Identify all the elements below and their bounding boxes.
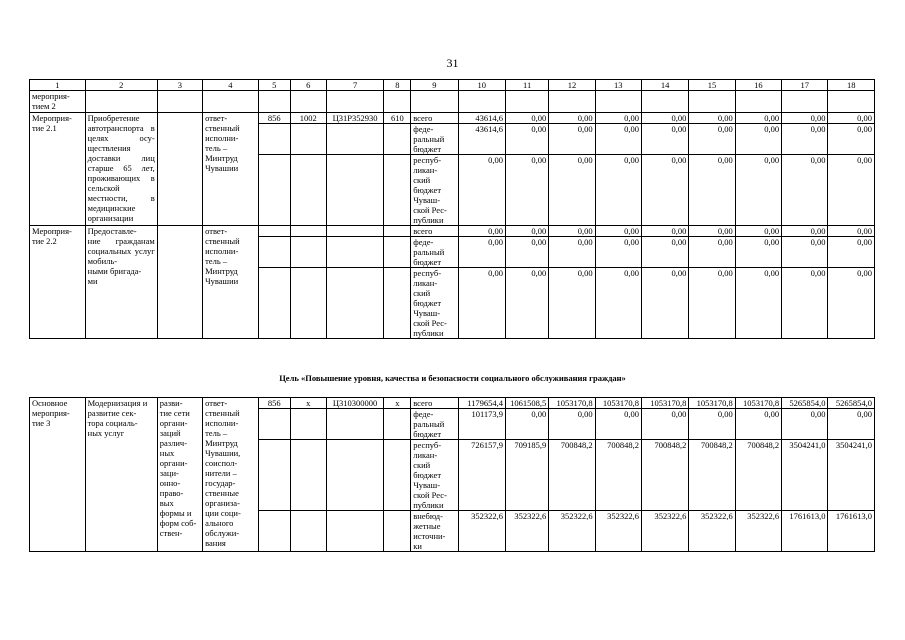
value-cell: 0,00 bbox=[595, 237, 641, 268]
value-cell: 0,00 bbox=[782, 113, 828, 124]
code-cell: 856 bbox=[258, 398, 290, 409]
value-cell: 700848,2 bbox=[735, 440, 781, 511]
value-cell: 0,00 bbox=[595, 409, 641, 440]
value-cell: 3504241,0 bbox=[828, 440, 875, 511]
source-cell: всего bbox=[411, 226, 458, 237]
value-cell: 101173,9 bbox=[458, 409, 505, 440]
value-cell: 0,00 bbox=[458, 268, 505, 339]
value-cell: 1179654,4 bbox=[458, 398, 505, 409]
value-cell: 352322,6 bbox=[641, 511, 688, 552]
value-cell: 0,00 bbox=[641, 226, 688, 237]
header-cell: 13 bbox=[595, 80, 641, 91]
source-cell: всего bbox=[411, 398, 458, 409]
goal-heading: Цель «Повышение уровня, качества и безопасности социального обслуживания граждан» bbox=[279, 373, 626, 383]
source-cell: феде- ральный бюджет bbox=[411, 409, 458, 440]
value-cell: 43614,6 bbox=[458, 113, 505, 124]
value-cell: 352322,6 bbox=[506, 511, 549, 552]
m22-responsible: ответ- ственный исполни- тель – Минтруд Чувашии bbox=[203, 226, 259, 339]
header-cell: 12 bbox=[549, 80, 595, 91]
value-cell: 0,00 bbox=[641, 237, 688, 268]
value-cell: 0,00 bbox=[506, 409, 549, 440]
value-cell: 0,00 bbox=[828, 124, 875, 155]
value-cell: 0,00 bbox=[828, 226, 875, 237]
m21-responsible: ответ- ственный исполни- тель – Минтруд Чувашии bbox=[203, 113, 259, 226]
value-cell: 700848,2 bbox=[641, 440, 688, 511]
value-cell: 0,00 bbox=[828, 268, 875, 339]
value-cell: 0,00 bbox=[782, 124, 828, 155]
value-cell: 0,00 bbox=[458, 155, 505, 226]
value-cell: 0,00 bbox=[689, 155, 735, 226]
code-cell: 856 bbox=[258, 113, 290, 124]
source-cell: респуб- ликан- ский бюджет Чуваш- ской Рес- публики bbox=[411, 440, 458, 511]
header-cell: 1 bbox=[30, 80, 86, 91]
value-cell: 0,00 bbox=[782, 226, 828, 237]
value-cell: 0,00 bbox=[595, 226, 641, 237]
value-cell: 0,00 bbox=[549, 113, 595, 124]
value-cell: 0,00 bbox=[641, 113, 688, 124]
value-cell: 0,00 bbox=[735, 226, 781, 237]
table-row bbox=[30, 226, 875, 237]
value-cell: 352322,6 bbox=[595, 511, 641, 552]
code-cell: Ц310300000 bbox=[326, 398, 384, 409]
value-cell: 0,00 bbox=[595, 268, 641, 339]
value-cell: 5265854,0 bbox=[782, 398, 828, 409]
header-cell: 11 bbox=[506, 80, 549, 91]
value-cell: 0,00 bbox=[549, 155, 595, 226]
value-cell: 0,00 bbox=[782, 409, 828, 440]
source-cell: всего bbox=[411, 113, 458, 124]
value-cell: 0,00 bbox=[735, 409, 781, 440]
value-cell: 0,00 bbox=[828, 155, 875, 226]
value-cell: 0,00 bbox=[506, 155, 549, 226]
header-cell: 15 bbox=[689, 80, 735, 91]
header-cell: 16 bbox=[735, 80, 781, 91]
source-cell: внебюд- жетные источни- ки bbox=[411, 511, 458, 552]
value-cell: 0,00 bbox=[689, 237, 735, 268]
value-cell: 0,00 bbox=[828, 113, 875, 124]
value-cell: 0,00 bbox=[641, 268, 688, 339]
value-cell: 0,00 bbox=[641, 124, 688, 155]
value-cell: 0,00 bbox=[828, 409, 875, 440]
value-cell: 0,00 bbox=[735, 113, 781, 124]
value-cell: 0,00 bbox=[549, 226, 595, 237]
value-cell: 0,00 bbox=[782, 237, 828, 268]
value-cell: 0,00 bbox=[506, 113, 549, 124]
value-cell: 352322,6 bbox=[549, 511, 595, 552]
header-cell: 18 bbox=[828, 80, 875, 91]
value-cell: 0,00 bbox=[549, 237, 595, 268]
value-cell: 0,00 bbox=[595, 124, 641, 155]
header-cell: 14 bbox=[641, 80, 688, 91]
value-cell: 0,00 bbox=[506, 268, 549, 339]
table-row bbox=[30, 113, 875, 124]
page-number: 31 bbox=[446, 56, 459, 70]
code-cell: x bbox=[290, 398, 326, 409]
value-cell: 0,00 bbox=[828, 237, 875, 268]
value-cell: 352322,6 bbox=[689, 511, 735, 552]
value-cell: 0,00 bbox=[782, 155, 828, 226]
m22-name: Мероприя- тие 2.2 bbox=[30, 226, 86, 339]
source-cell: респуб- ликан- ский бюджет Чуваш- ской Рес- публики bbox=[411, 155, 458, 226]
value-cell: 0,00 bbox=[735, 268, 781, 339]
value-cell: 0,00 bbox=[506, 237, 549, 268]
value-cell: 0,00 bbox=[735, 155, 781, 226]
value-cell: 0,00 bbox=[549, 409, 595, 440]
value-cell: 700848,2 bbox=[549, 440, 595, 511]
value-cell: 5265854,0 bbox=[828, 398, 875, 409]
om3-name: Основное мероприя- тие 3 bbox=[30, 398, 86, 552]
om3-direction: разви- тие сети органи- заций различ- ных органи- заци- онно- право- вых формы и форм соб- ствен- bbox=[157, 398, 202, 552]
value-cell: 0,00 bbox=[549, 268, 595, 339]
value-cell: 1053170,8 bbox=[689, 398, 735, 409]
value-cell: 0,00 bbox=[506, 226, 549, 237]
code-cell: 610 bbox=[384, 113, 411, 124]
value-cell: 1761613,0 bbox=[828, 511, 875, 552]
value-cell: 0,00 bbox=[689, 124, 735, 155]
value-cell: 0,00 bbox=[458, 226, 505, 237]
value-cell: 0,00 bbox=[549, 124, 595, 155]
value-cell: 0,00 bbox=[595, 155, 641, 226]
value-cell: 1761613,0 bbox=[782, 511, 828, 552]
value-cell: 0,00 bbox=[458, 237, 505, 268]
m21-name: Мероприя- тие 2.1 bbox=[30, 113, 86, 226]
header-cell: 5 bbox=[258, 80, 290, 91]
header-cell: 10 bbox=[458, 80, 505, 91]
table-row bbox=[30, 91, 875, 113]
header-cell: 17 bbox=[782, 80, 828, 91]
value-cell: 1053170,8 bbox=[595, 398, 641, 409]
m21-title: Приобретение автотранспорта в целях осу-ществления доставки лиц старше 65 лет, проживающих в сельской местности, в медицинские организации bbox=[85, 113, 157, 226]
value-cell: 1053170,8 bbox=[735, 398, 781, 409]
value-cell: 352322,6 bbox=[458, 511, 505, 552]
value-cell: 1053170,8 bbox=[549, 398, 595, 409]
value-cell: 3504241,0 bbox=[782, 440, 828, 511]
header-cell: 4 bbox=[203, 80, 259, 91]
om3-title: Модернизация и развитие сек- тора социаль- ных услуг bbox=[85, 398, 157, 552]
value-cell: 0,00 bbox=[641, 409, 688, 440]
m22-title: Предоставле- ние гражданам социальных услуг мобиль- ными бригада- ми bbox=[85, 226, 157, 339]
value-cell: 0,00 bbox=[506, 124, 549, 155]
header-cell: 9 bbox=[411, 80, 458, 91]
value-cell: 0,00 bbox=[689, 226, 735, 237]
value-cell: 700848,2 bbox=[595, 440, 641, 511]
budget-table-top bbox=[29, 79, 875, 339]
om3-responsible: ответ- ственный исполни- тель – Минтруд Чувашии, соиспол- нители – государ- ственные организа- ции соци- ального обслужи- вания bbox=[203, 398, 259, 552]
value-cell: 0,00 bbox=[641, 155, 688, 226]
value-cell: 1061508,5 bbox=[506, 398, 549, 409]
header-row bbox=[30, 80, 875, 91]
value-cell: 43614,6 bbox=[458, 124, 505, 155]
value-cell: 0,00 bbox=[689, 113, 735, 124]
code-cell: 1002 bbox=[290, 113, 326, 124]
value-cell: 0,00 bbox=[689, 268, 735, 339]
header-cell: 6 bbox=[290, 80, 326, 91]
value-cell: 1053170,8 bbox=[641, 398, 688, 409]
header-cell: 8 bbox=[384, 80, 411, 91]
value-cell: 0,00 bbox=[689, 409, 735, 440]
value-cell: 700848,2 bbox=[689, 440, 735, 511]
source-cell: феде- ральный бюджет bbox=[411, 124, 458, 155]
budget-table-bottom bbox=[29, 397, 875, 552]
header-cell: 3 bbox=[157, 80, 202, 91]
header-cell: 2 bbox=[85, 80, 157, 91]
source-cell: респуб- ликан- ский бюджет Чуваш- ской Рес- публики bbox=[411, 268, 458, 339]
event-header-cell: мероприя- тием 2 bbox=[30, 91, 86, 113]
value-cell: 726157,9 bbox=[458, 440, 505, 511]
code-cell: Ц31Р352930 bbox=[326, 113, 384, 124]
value-cell: 0,00 bbox=[782, 268, 828, 339]
value-cell: 0,00 bbox=[735, 124, 781, 155]
value-cell: 0,00 bbox=[595, 113, 641, 124]
source-cell: феде- ральный бюджет bbox=[411, 237, 458, 268]
value-cell: 0,00 bbox=[735, 237, 781, 268]
value-cell: 352322,6 bbox=[735, 511, 781, 552]
value-cell: 709185,9 bbox=[506, 440, 549, 511]
header-cell: 7 bbox=[326, 80, 384, 91]
table-row bbox=[30, 398, 875, 409]
code-cell: x bbox=[384, 398, 411, 409]
